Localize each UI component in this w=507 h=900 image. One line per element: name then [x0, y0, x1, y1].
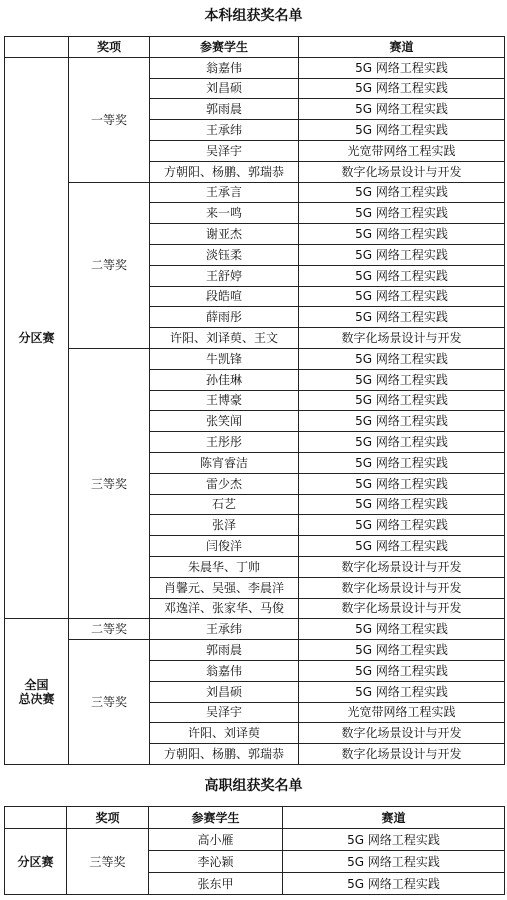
track-cell: 数字化场景设计与开发 — [299, 328, 505, 349]
undergrad-awards-table — [4, 36, 505, 765]
vocational-table-body — [5, 829, 505, 895]
track-cell: 数字化场景设计与开发 — [299, 744, 505, 765]
student-cell: 闫俊洋 — [150, 536, 299, 557]
student-cell: 刘昌硕 — [150, 78, 299, 99]
student-cell: 段皓喧 — [150, 286, 299, 307]
student-cell: 王彤彤 — [150, 432, 299, 453]
track-cell: 5G 网络工程实践 — [299, 307, 505, 328]
track-cell: 5G 网络工程实践 — [299, 224, 505, 245]
header-prize: 奖项 — [67, 807, 149, 829]
prize-cell: 二等奖 — [69, 182, 150, 348]
student-cell: 淡钰柔 — [150, 244, 299, 265]
track-cell: 5G 网络工程实践 — [299, 265, 505, 286]
track-cell: 数字化场景设计与开发 — [299, 161, 505, 182]
track-cell: 5G 网络工程实践 — [299, 78, 505, 99]
track-cell: 数字化场景设计与开发 — [299, 598, 505, 619]
student-cell: 郭雨晨 — [150, 99, 299, 120]
track-cell: 5G 网络工程实践 — [299, 120, 505, 141]
track-cell: 5G 网络工程实践 — [299, 244, 505, 265]
student-cell: 邓逸洋、张家华、马俊 — [150, 598, 299, 619]
track-cell: 数字化场景设计与开发 — [299, 556, 505, 577]
student-cell: 石艺 — [150, 494, 299, 515]
table-header-row — [5, 807, 505, 829]
track-cell: 5G 网络工程实践 — [283, 873, 505, 895]
header-division — [5, 37, 69, 58]
student-cell: 张笑闻 — [150, 411, 299, 432]
track-cell: 5G 网络工程实践 — [299, 57, 505, 78]
track-cell: 5G 网络工程实践 — [299, 182, 505, 203]
student-cell: 王博豪 — [150, 390, 299, 411]
student-cell: 王承纬 — [150, 619, 299, 640]
vocational-awards-table — [4, 806, 505, 895]
table-header-row — [5, 37, 505, 58]
track-cell: 5G 网络工程实践 — [299, 536, 505, 557]
header-prize: 奖项 — [69, 37, 150, 58]
table-row — [5, 640, 505, 661]
student-cell: 肖馨元、吴强、李晨洋 — [150, 577, 299, 598]
table-row — [5, 182, 505, 203]
prize-cell: 三等奖 — [67, 829, 149, 895]
student-cell: 谢亚杰 — [150, 224, 299, 245]
track-cell: 数字化场景设计与开发 — [299, 723, 505, 744]
division-cell — [5, 619, 69, 765]
student-cell: 薛雨彤 — [150, 307, 299, 328]
header-student: 参赛学生 — [149, 807, 283, 829]
track-cell: 数字化场景设计与开发 — [299, 577, 505, 598]
vocational-title: 高职组获奖名单 — [204, 778, 303, 794]
division-name-line: 全国 — [24, 677, 49, 692]
track-cell: 5G 网络工程实践 — [299, 348, 505, 369]
header-track: 赛道 — [283, 807, 505, 829]
track-cell: 5G 网络工程实践 — [299, 660, 505, 681]
student-cell: 方朝阳、杨鹏、郭瑞恭 — [150, 744, 299, 765]
track-cell: 5G 网络工程实践 — [299, 619, 505, 640]
student-cell: 雷少杰 — [150, 473, 299, 494]
division-cell: 分区赛 — [5, 57, 69, 619]
student-cell: 张东甲 — [149, 873, 283, 895]
student-cell: 许阳、刘译萸、王文 — [150, 328, 299, 349]
student-cell: 王承言 — [150, 182, 299, 203]
track-cell: 5G 网络工程实践 — [299, 432, 505, 453]
prize-cell: 二等奖 — [69, 619, 150, 640]
student-cell: 吴泽宇 — [150, 702, 299, 723]
student-cell: 刘昌硕 — [150, 681, 299, 702]
student-cell: 王承纬 — [150, 120, 299, 141]
track-cell: 5G 网络工程实践 — [299, 452, 505, 473]
division-name-line: 总决赛 — [18, 691, 55, 706]
undergrad-table-body — [5, 57, 505, 764]
track-cell: 5G 网络工程实践 — [299, 390, 505, 411]
track-cell: 5G 网络工程实践 — [299, 494, 505, 515]
student-cell: 高小雁 — [149, 829, 283, 851]
track-cell: 5G 网络工程实践 — [299, 286, 505, 307]
student-cell: 陈宵睿洁 — [150, 452, 299, 473]
track-cell: 5G 网络工程实践 — [283, 829, 505, 851]
student-cell: 朱晨华、丁帅 — [150, 556, 299, 577]
prize-cell: 三等奖 — [69, 640, 150, 765]
header-division — [5, 807, 67, 829]
undergrad-title: 本科组获奖名单 — [204, 8, 303, 24]
division-cell: 分区赛 — [5, 829, 67, 895]
student-cell: 孙佳琳 — [150, 369, 299, 390]
student-cell: 来一鸣 — [150, 203, 299, 224]
track-cell: 5G 网络工程实践 — [299, 473, 505, 494]
student-cell: 牛凯锋 — [150, 348, 299, 369]
student-cell: 郭雨晨 — [150, 640, 299, 661]
track-cell: 5G 网络工程实践 — [299, 411, 505, 432]
track-cell: 5G 网络工程实践 — [299, 99, 505, 120]
header-student: 参赛学生 — [150, 37, 299, 58]
table-row — [5, 348, 505, 369]
prize-cell: 一等奖 — [69, 57, 150, 182]
student-cell: 许阳、刘译萸 — [150, 723, 299, 744]
track-cell: 5G 网络工程实践 — [299, 203, 505, 224]
student-cell: 方朝阳、杨鹏、郭瑞恭 — [150, 161, 299, 182]
student-cell: 翁嘉伟 — [150, 660, 299, 681]
track-cell: 5G 网络工程实践 — [299, 640, 505, 661]
table-row — [5, 619, 505, 640]
student-cell: 李沁颖 — [149, 851, 283, 873]
track-cell: 5G 网络工程实践 — [299, 369, 505, 390]
track-cell: 光宽带网络工程实践 — [299, 702, 505, 723]
track-cell: 光宽带网络工程实践 — [299, 140, 505, 161]
track-cell: 5G 网络工程实践 — [299, 515, 505, 536]
student-cell: 吴泽宇 — [150, 140, 299, 161]
track-cell: 5G 网络工程实践 — [283, 851, 505, 873]
track-cell: 5G 网络工程实践 — [299, 681, 505, 702]
prize-cell: 三等奖 — [69, 348, 150, 618]
table-row — [5, 57, 505, 78]
student-cell: 翁嘉伟 — [150, 57, 299, 78]
header-track: 赛道 — [299, 37, 505, 58]
table-row — [5, 829, 505, 851]
student-cell: 王舒婷 — [150, 265, 299, 286]
student-cell: 张泽 — [150, 515, 299, 536]
